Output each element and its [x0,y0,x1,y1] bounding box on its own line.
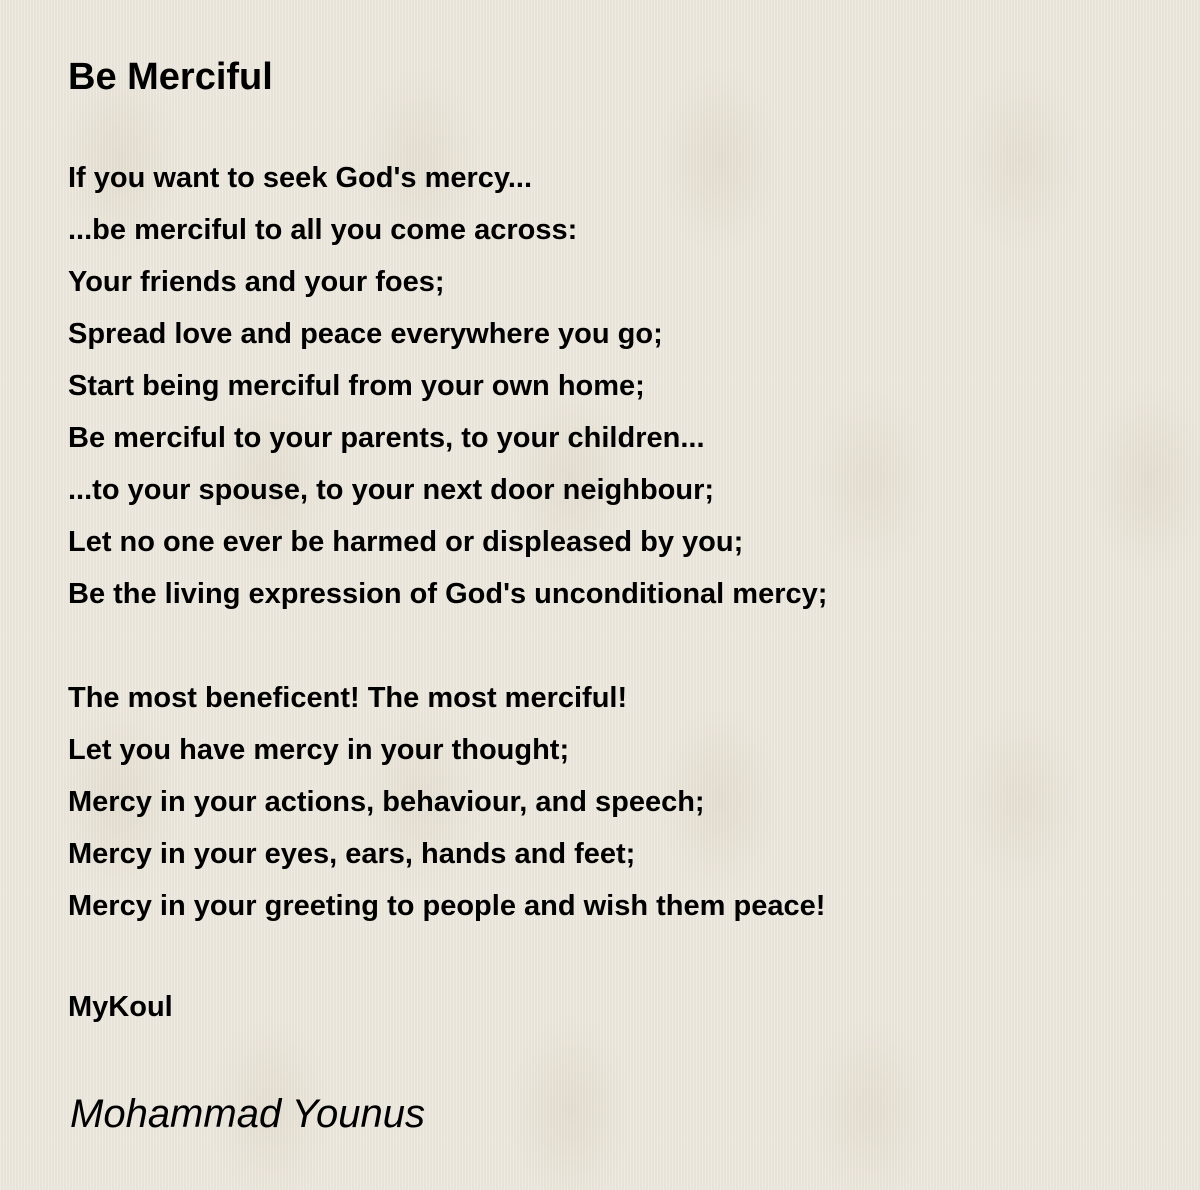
stanza [68,672,827,932]
poem-line: The most beneficent! The most merciful! [68,682,628,714]
poem-line: Your friends and your foes; [68,266,445,298]
poem-line: Let no one ever be harmed or displeased by you; [68,526,744,558]
poem-line: Mercy in your eyes, ears, hands and feet; [68,838,636,870]
poem-body [68,152,827,932]
poem-title: Be Merciful [68,56,273,98]
pen-name: MyKoul [68,991,173,1023]
stanza-break [68,620,827,672]
poem-line: Mercy in your greeting to people and wish them peace! [68,890,826,922]
poem-line: If you want to seek God's mercy... [68,162,533,194]
poem-line: Start being merciful from your own home; [68,370,645,402]
poem-line: Be the living expression of God's unconditional mercy; [68,578,828,610]
poem-line: Mercy in your actions, behaviour, and speech; [68,786,705,818]
poem-line: ...to your spouse, to your next door neighbour; [68,474,715,506]
poem-line: Be merciful to your parents, to your children... [68,422,705,454]
author-name: Mohammad Younus [70,1092,426,1136]
stanza [68,152,827,620]
poem-line: Spread love and peace everywhere you go; [68,318,663,350]
poem-line: ...be merciful to all you come across: [68,214,578,246]
poem-line: Let you have mercy in your thought; [68,734,570,766]
